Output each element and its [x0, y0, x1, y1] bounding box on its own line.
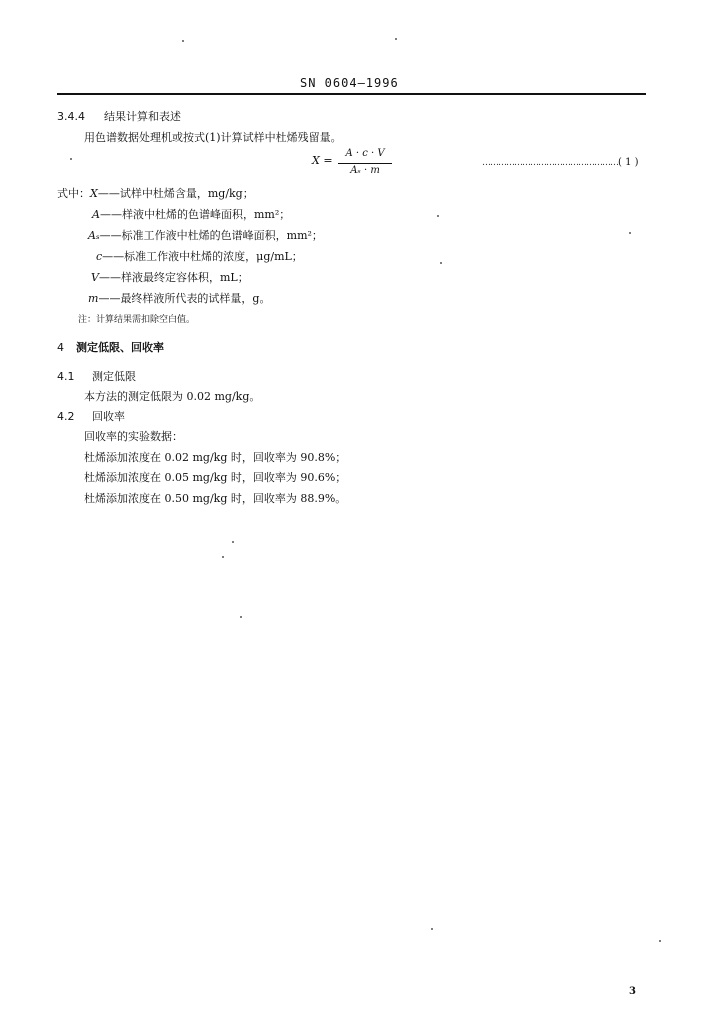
formula-numerator: A · c · V — [345, 148, 385, 159]
calculation-note: 注：计算结果需扣除空白值。 — [78, 315, 196, 325]
formula-equation-number: ( 1 ) — [618, 157, 639, 168]
section-3-4-4-title: 结果计算和表述 — [104, 110, 181, 123]
section-4-2-number: 4.2 — [57, 410, 75, 423]
section-4-1-body: 本方法的测定低限为 0.02 mg/kg。 — [84, 390, 261, 403]
section-3-4-4-intro: 用色谱数据处理机或按式(1)计算试样中杜烯残留量。 — [84, 131, 342, 144]
variable-row-a — [92, 208, 290, 222]
variable-row-x — [90, 187, 254, 201]
variable-description: 样液中杜烯的色谱峰面积，mm²； — [121, 208, 291, 221]
variable-description: 最终样液所代表的试样量，g。 — [120, 292, 271, 305]
formula-leader-dots: …………………………………………… — [482, 158, 618, 168]
recovery-line: 杜烯添加浓度在 0.02 mg/kg 时，回收率为 90.8%； — [84, 451, 347, 464]
scan-speck — [431, 928, 433, 930]
variable-row-m — [88, 292, 270, 306]
variable-row-as — [88, 229, 323, 243]
header-rule — [57, 93, 646, 95]
recovery-line: 杜烯添加浓度在 0.05 mg/kg 时，回收率为 90.6%； — [84, 471, 347, 484]
variable-symbol: m — [88, 292, 99, 305]
formula-lhs: X = — [312, 154, 333, 167]
variable-symbol: Aₛ — [88, 229, 100, 242]
where-label: 式中： — [57, 187, 90, 200]
page-number: 3 — [629, 986, 636, 997]
section-4-number: 4 — [57, 341, 64, 354]
standard-number: SN 0604—1996 — [300, 76, 399, 90]
section-3-4-4-number: 3.4.4 — [57, 110, 85, 123]
scan-speck — [232, 541, 234, 543]
variable-description: 样液最终定容体积，mL； — [120, 271, 249, 284]
variable-description: 标准工作液中杜烯的色谱峰面积，mm²； — [121, 229, 323, 242]
scan-speck — [240, 616, 242, 618]
scan-speck — [659, 940, 661, 942]
formula-denominator: Aₛ · m — [350, 165, 380, 176]
variable-row-c — [96, 250, 303, 264]
section-4-1-title: 测定低限 — [92, 370, 136, 383]
scan-speck — [222, 556, 224, 558]
scan-speck — [70, 158, 72, 160]
variable-dash: —— — [99, 229, 122, 242]
section-4-2-title: 回收率 — [92, 410, 125, 423]
variable-dash: —— — [98, 271, 121, 284]
variable-dash: —— — [102, 250, 125, 263]
variable-symbol: A — [92, 208, 100, 221]
variable-description: 标准工作液中杜烯的浓度，μg/mL； — [124, 250, 303, 263]
recovery-line: 杜烯添加浓度在 0.50 mg/kg 时，回收率为 88.9%。 — [84, 492, 347, 505]
section-4-2-intro: 回收率的实验数据： — [84, 430, 183, 443]
scan-speck — [395, 38, 397, 40]
scan-speck — [629, 232, 631, 234]
variable-dash: —— — [99, 208, 122, 221]
scan-speck — [182, 40, 184, 42]
variable-row-v — [91, 271, 249, 285]
variable-symbol: V — [91, 271, 99, 284]
scan-speck — [440, 262, 442, 264]
scan-speck — [437, 215, 439, 217]
formula-fraction-bar — [338, 163, 392, 164]
variable-dash: —— — [98, 292, 121, 305]
variable-symbol: X — [90, 187, 98, 200]
section-4-title: 测定低限、回收率 — [76, 341, 164, 354]
section-4-1-number: 4.1 — [57, 370, 75, 383]
variable-symbol: c — [96, 250, 103, 263]
variable-description: 试样中杜烯含量，mg/kg； — [119, 187, 254, 200]
variable-dash: —— — [97, 187, 120, 200]
